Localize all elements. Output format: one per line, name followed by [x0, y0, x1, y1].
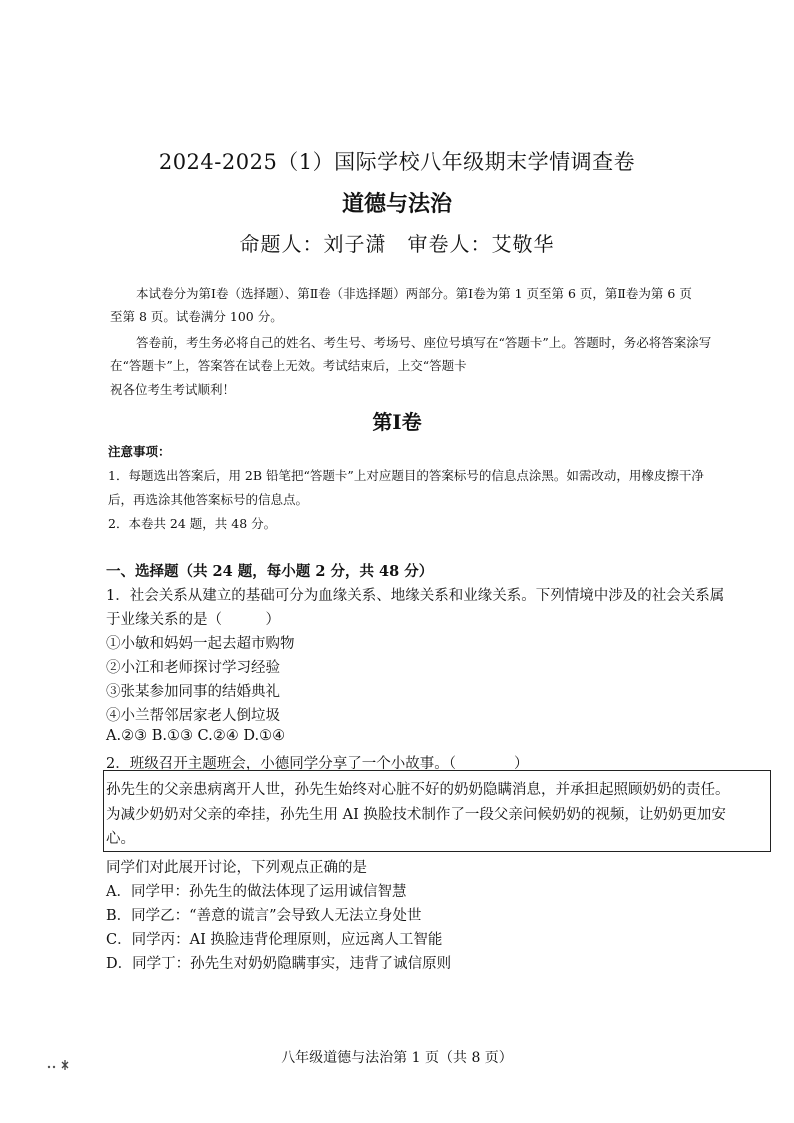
story-line-3: 心。 — [106, 831, 135, 847]
q2-option-a: A．同学甲：孙先生的做法体现了运用诚信智慧 — [106, 884, 407, 900]
exam-title: 2024-2025（1）国际学校八年级期末学情调查卷 — [158, 150, 636, 174]
instruction-line-2: 至第 8 页。试卷满分 100 分。 — [110, 309, 283, 324]
page-footer: 八年级道德与法治第 1 页（共 8 页） — [281, 1050, 513, 1066]
q1-choices: A.②③ B.①③ C.②④ D.①④ — [106, 728, 286, 744]
authors-line: 命题人：刘子潇 审卷人：艾敬华 — [239, 232, 555, 256]
instruction-line-3: 答卷前，考生务必将自己的姓名、考生号、考场号、座位号填写在“答题卡”上。答题时，务必将答案涂写 — [136, 335, 712, 350]
q2-stem: 2．班级召开主题班会，小德同学分享了一个小故事。（ ） — [106, 756, 529, 772]
section-heading: 一、选择题（共 24 题，每小题 2 分，共 48 分） — [106, 563, 434, 580]
part-title: 第Ⅰ卷 — [372, 410, 422, 434]
q2-option-d: D．同学丁：孙先生对奶奶隐瞒事实，违背了诚信原则 — [106, 956, 452, 972]
q2-prompt: 同学们对此展开讨论，下列观点正确的是 — [106, 860, 367, 876]
instruction-line-4: 在“答题卡”上，答案答在试卷上无效。考试结束后，上交“答题卡 — [110, 358, 467, 373]
q1-stem-a: 1．社会关系从建立的基础可分为血缘关系、地缘关系和业缘关系。下列情境中涉及的社会关系属 — [106, 588, 725, 604]
scan-artifact-icon — [46, 1058, 80, 1072]
q1-option-3: ③张某参加同事的结婚典礼 — [106, 684, 280, 700]
scan-mark — [46, 1058, 80, 1075]
q1-option-4: ④小兰帮邻居家老人倒垃圾 — [106, 708, 280, 724]
notes-heading: 注意事项： — [108, 444, 171, 459]
q2-option-c: C．同学丙：AI 换脸违背伦理原则，应远离人工智能 — [106, 932, 443, 948]
q1-option-2: ②小江和老师探讨学习经验 — [106, 660, 280, 676]
instruction-line-1: 本试卷分为第Ⅰ卷（选择题）、第Ⅱ卷（非选择题）两部分。第Ⅰ卷为第 1 页至第 6 页，第Ⅱ卷为第 6 页 — [136, 286, 692, 301]
instruction-line-5: 祝各位考生考试顺利！ — [110, 382, 236, 397]
story-line-2: 为减少奶奶对父亲的牵挂，孙先生用 AI 换脸技术制作了一段父亲问候奶奶的视频，让奶奶更加安 — [106, 807, 726, 823]
q1-stem-b: 于业缘关系的是（ ） — [106, 612, 280, 628]
subject-title: 道德与法治 — [341, 191, 452, 217]
story-line-1: 孙先生的父亲患病离开人世，孙先生始终对心脏不好的奶奶隐瞒消息，并承担起照顾奶奶的责任。 — [106, 782, 730, 798]
note-1a: 1．每题选出答案后，用 2B 铅笔把“答题卡”上对应题目的答案标号的信息点涂黑。如需改动，用橡皮擦干净 — [108, 468, 704, 483]
q1-option-1: ①小敏和妈妈一起去超市购物 — [106, 636, 295, 652]
q2-option-b: B．同学乙：“善意的谎言”会导致人无法立身处世 — [106, 908, 422, 924]
note-2: 2．本卷共 24 题，共 48 分。 — [108, 516, 277, 531]
note-1b: 后，再选涂其他答案标号的信息点。 — [108, 492, 309, 507]
